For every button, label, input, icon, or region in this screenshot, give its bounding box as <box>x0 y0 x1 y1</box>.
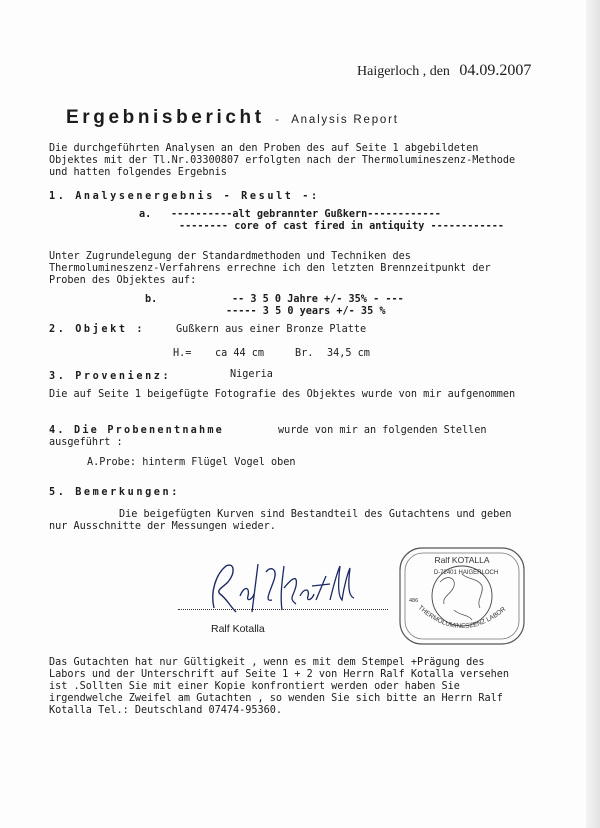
stamp-bottom-text <box>417 604 508 630</box>
date-line <box>357 62 531 80</box>
para2-line-1: Unter Zugrundelegung der Standardmethoden und Techniken des <box>49 251 411 262</box>
footer-line-2: Labors und der Unterschrift auf Seite 1 + 2 von Herrn Ralf Kotalla versehen <box>49 669 510 680</box>
intro-line-1: Die durchgeführten Analysen an den Proben des auf Seite 1 abgebildeten <box>49 143 479 154</box>
height-value: ca 44 cm <box>215 348 265 359</box>
title-main: Ergebnisbericht <box>66 107 265 128</box>
title-sub: Analysis Report <box>291 114 399 126</box>
section5-line-1: Die beigefügten Kurven sind Bestandteil des Gutachtens und geben <box>119 509 512 520</box>
result-age-de: -- 3 5 0 Jahre +/- 35% - --- <box>232 294 404 305</box>
width-value: 34,5 cm <box>327 348 370 359</box>
title-dash: - <box>275 114 281 126</box>
result-letter: b. <box>145 294 158 305</box>
signature-line <box>178 609 388 610</box>
intro-line-3: und hatten folgendes Ergebnis <box>49 167 227 178</box>
stamp-number: 486 <box>409 598 419 604</box>
section1-result-de: ----------alt gebrannter Gußkern------------ <box>171 209 441 220</box>
section3-note: Die auf Seite 1 beigefügte Fotografie des Objektes wurde von mir aufgenommen <box>49 389 516 400</box>
footer-line-3: ist .Sollten Sie mit einer Kopie konfrontiert werden oder haben Sie <box>49 681 460 692</box>
stamp-top-text: Ralf KOTALLA <box>434 555 490 565</box>
report-title <box>66 107 399 129</box>
section1-heading: 1. Analysenergebnis - Result -: <box>49 191 320 202</box>
signatory-name: Ralf Kotalla <box>211 623 265 635</box>
footer-line-4: irgendwelche Zweifel am Gutachten , so wenden Sie sich bitte an Herrn Ralf <box>49 693 503 704</box>
section3-heading: 3. Provenienz: <box>49 371 172 382</box>
para2-line-3: Proben des Objektes auf: <box>49 275 197 286</box>
page-edge-shadow <box>586 0 600 828</box>
place-label: Haigerloch , den <box>357 64 450 79</box>
report-date: 04.09.2007 <box>459 62 532 79</box>
width-label: Br. <box>295 348 314 359</box>
section4-text: wurde von mir an folgenden Stellen <box>278 425 487 436</box>
para2-line-2: Thermolumineszenz-Verfahrens errechne ich den letzten Brennzeitpunkt der <box>49 263 491 274</box>
section4-heading <box>49 425 224 437</box>
section1-letter: a. <box>139 209 152 220</box>
section4-text-2: ausgeführt : <box>49 437 123 448</box>
stamp-address: D-72401 HAIGERLOCH <box>433 570 499 576</box>
section1-result-en: -------- core of cast fired in antiquity ------------ <box>179 221 505 232</box>
result-age-en: ----- 3 5 0 years +/- 35 % <box>226 306 386 317</box>
footer-line-1: Das Gutachten hat nur Gültigkeit , wenn es mit dem Stempel +Prägung des <box>49 657 485 668</box>
footer-line-5: Kotalla Tel.: Deutschland 07474-95360. <box>49 705 283 716</box>
sample-location <box>87 457 296 469</box>
section5-heading: 5. Bemerkungen: <box>49 487 181 498</box>
height-label: H.= <box>173 348 192 359</box>
laboratory-stamp <box>396 544 528 648</box>
section5-line-2: nur Ausschnitte der Messungen wieder. <box>49 521 276 532</box>
provenance-value: Nigeria <box>230 369 273 380</box>
intro-line-2: Objektes mit der Tl.Nr.03300807 erfolgten nach der Thermolumineszenz-Methode <box>49 155 516 166</box>
handwritten-signature <box>200 556 360 620</box>
section4-heading-text: 4. Die Probenentnahme <box>49 425 225 436</box>
section2-object: Gußkern aus einer Bronze Platte <box>176 324 367 335</box>
section2-heading: 2. Objekt : <box>49 324 146 335</box>
stamp-bottom-path: THERMOLUMINESZENZ LABOR <box>416 604 508 631</box>
sample-text: A.Probe: hinterm Flügel Vogel oben <box>87 457 296 468</box>
